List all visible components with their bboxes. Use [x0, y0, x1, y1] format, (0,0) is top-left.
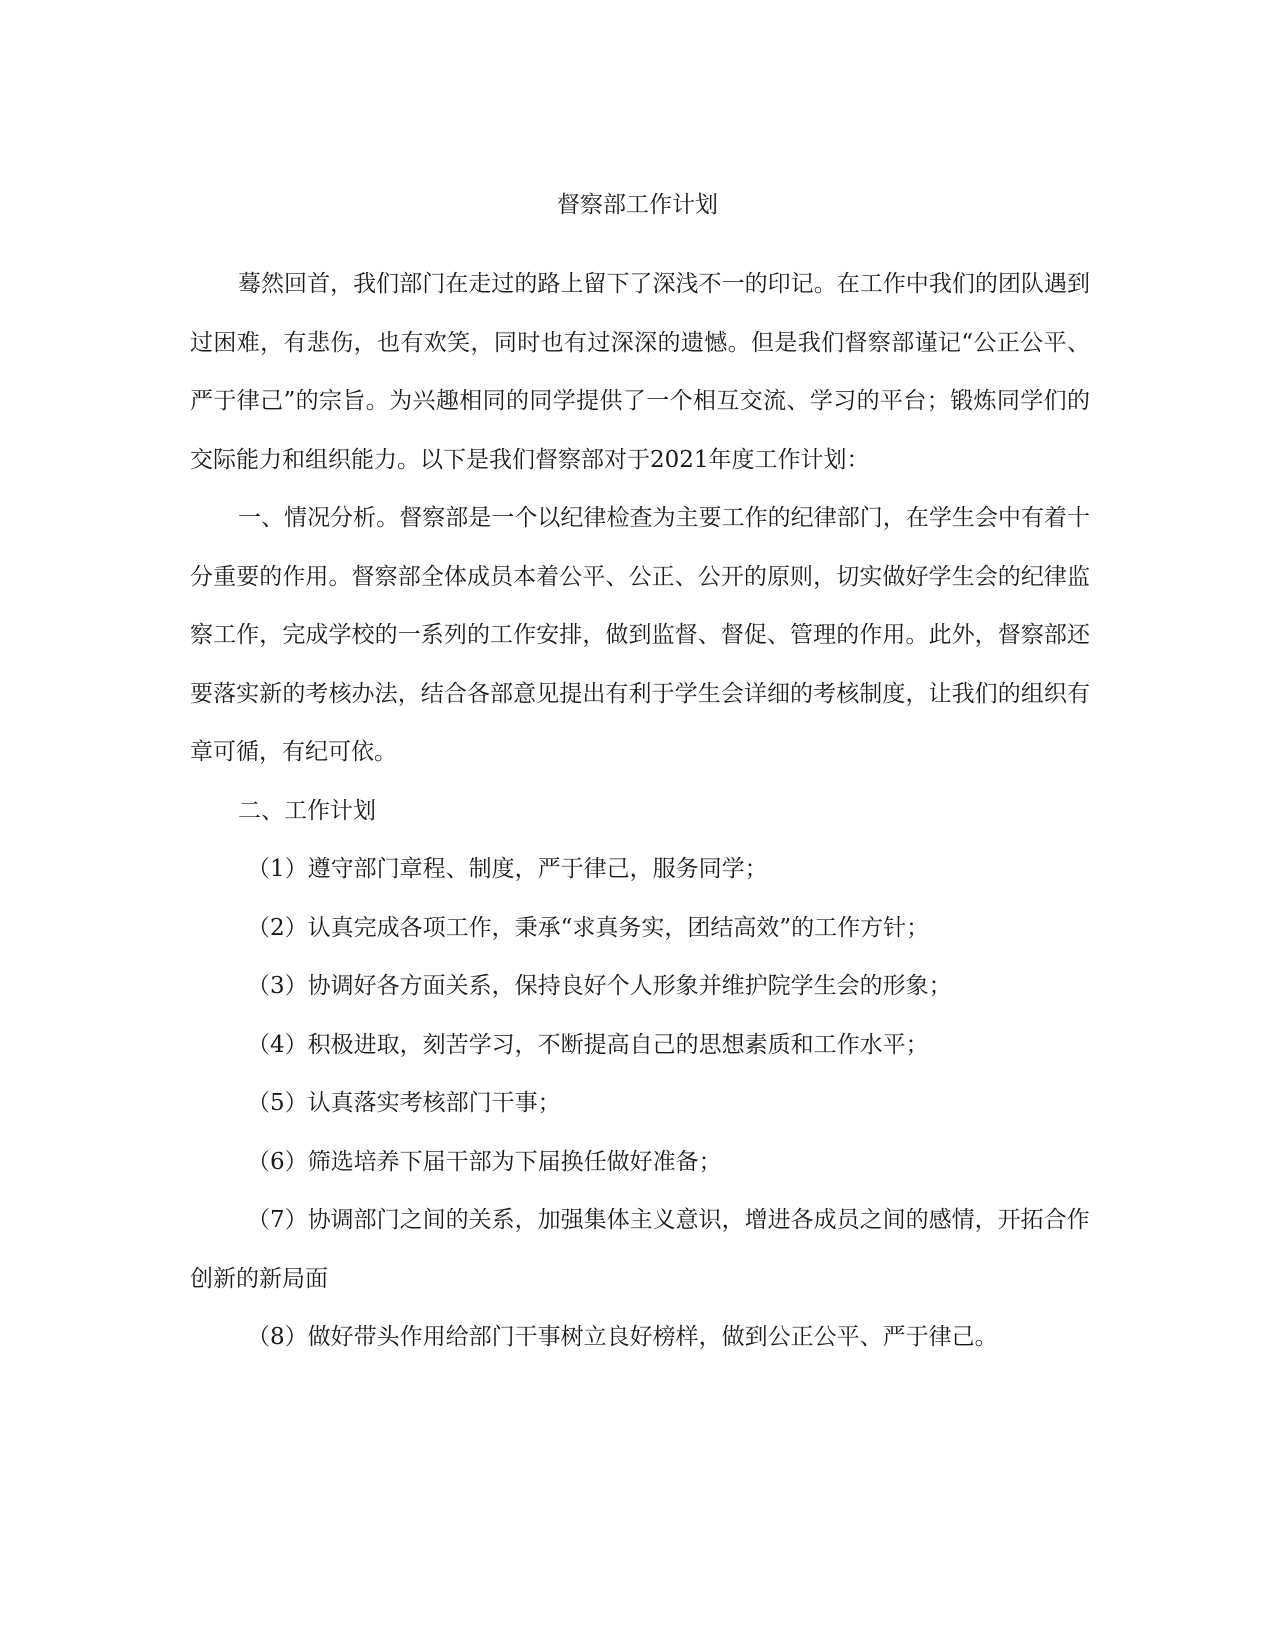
document-body — [190, 255, 1090, 1367]
plan-item-8: （8）做好带头作用给部门干事树立良好榜样，做到公正公平、严于律己。 — [247, 1324, 998, 1350]
work-plan-heading: 二、工作计划 — [238, 797, 376, 824]
plan-item-6: （6）筛选培养下届干部为下届换任做好准备； — [247, 1148, 722, 1175]
plan-item-4: （4）积极进取，刻苦学习，不断提高自己的思想素质和工作水平； — [247, 1031, 929, 1058]
plan-item-1: （1）遵守部门章程、制度，严于律己，服务同学； — [247, 856, 768, 882]
plan-item-7: （7）协调部门之间的关系，加强集体主义意识，增进各成员之间的感情，开拓合作创新的新局面 — [190, 1207, 1090, 1292]
situation-analysis-paragraph: 一、情况分析。督察部是一个以纪律检查为主要工作的纪律部门，在学生会中有着十分重要的作用。督察部全体成员本着公平、公正、公开的原则，切实做好学生会的纪律监察工作，完成学校的一系列的工作安排，做到监督、督促、管理的作用。此外，督察部还要落实新的考核办法，结合各部意见提出有利于学生会详细的考核制度，让我们的组织有章可循，有纪可依。 — [190, 505, 1090, 765]
plan-item-5: （5）认真落实考核部门干事； — [247, 1090, 561, 1116]
plan-item-2: （2）认真完成各项工作，秉承“求真务实，团结高效”的工作方针； — [247, 914, 930, 941]
intro-paragraph: 蓦然回首，我们部门在走过的路上留下了深浅不一的印记。在工作中我们的团队遇到过困难，有悲伤，也有欢笑，同时也有过深深的遗憾。但是我们督察部谨记“公正公平、严于律己”的宗旨。为兴趣相同的同学提供了一个相互交流、学习的平台；锻炼同学们的交际能力和组织能力。以下是我们督察部对于2021年度工作计划： — [190, 271, 1090, 473]
plan-item-3: （3）协调好各方面关系，保持良好个人形象并维护院学生会的形象； — [247, 973, 952, 999]
document-title: 督察部工作计划 — [557, 192, 718, 218]
